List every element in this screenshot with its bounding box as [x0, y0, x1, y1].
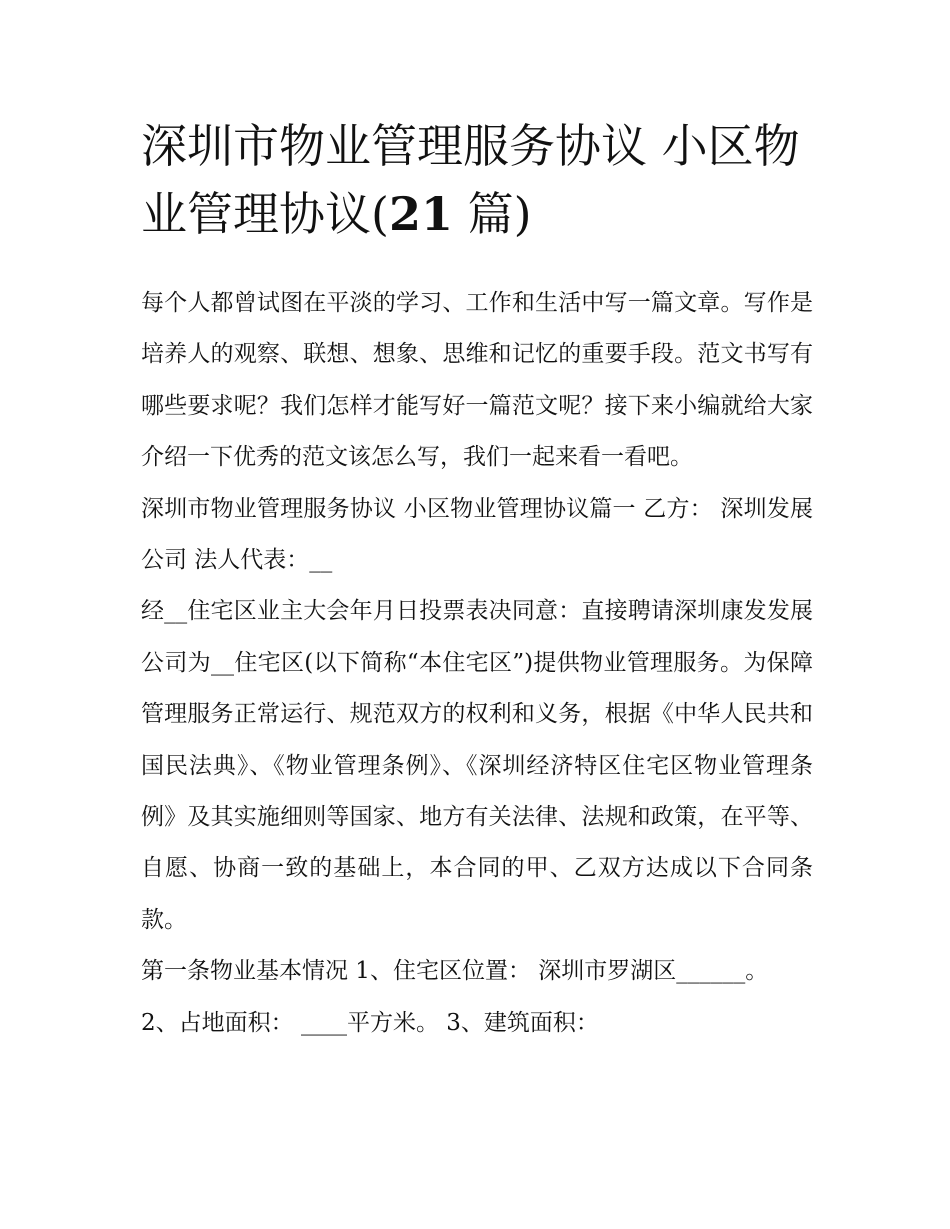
area-paragraph: 2、占地面积： ____平方米。 3、建筑面积：: [141, 1009, 599, 1036]
agreement-preamble-paragraph: 经__住宅区业主大会年月日投票表决同意：直接聘请深圳康发发展公司为__住宅区(以下简称“本住宅区”)提供物业管理服务。为保障管理服务正常运行、规范双方的权利和义务，根据《中华人民共和国民法典》、《物业管理条例》、《深圳经济特区住宅区物业管理条例》及其实施细则等国家、地方有关法律、法规和政策，在平等、自愿、协商一致的基础上，本合同的甲、乙双方达成以下合同条款。: [141, 598, 813, 933]
document-title-text: 深圳市物业管理服务协议 小区物业管理协议(: [141, 119, 800, 241]
document-page: [141, 112, 813, 1049]
article-one-paragraph: 第一条物业基本情况 1、住宅区位置： 深圳市罗湖区______。: [141, 958, 769, 985]
document-title-number: 21: [388, 187, 453, 241]
document-title-suffix: 篇): [452, 187, 532, 241]
agreement-heading-paragraph: 深圳市物业管理服务协议 小区物业管理协议篇一 乙方： 深圳发展公司 法人代表：__: [141, 495, 813, 574]
intro-paragraph: 每个人都曾试图在平淡的学习、工作和生活中写一篇文章。写作是培养人的观察、联想、想象、思维和记忆的重要手段。范文书写有哪些要求呢？我们怎样才能写好一篇范文呢？接下来小编就给大家介绍一下优秀的范文该怎么写，我们一起来看一看吧。: [141, 290, 813, 471]
document-title: [141, 112, 813, 248]
